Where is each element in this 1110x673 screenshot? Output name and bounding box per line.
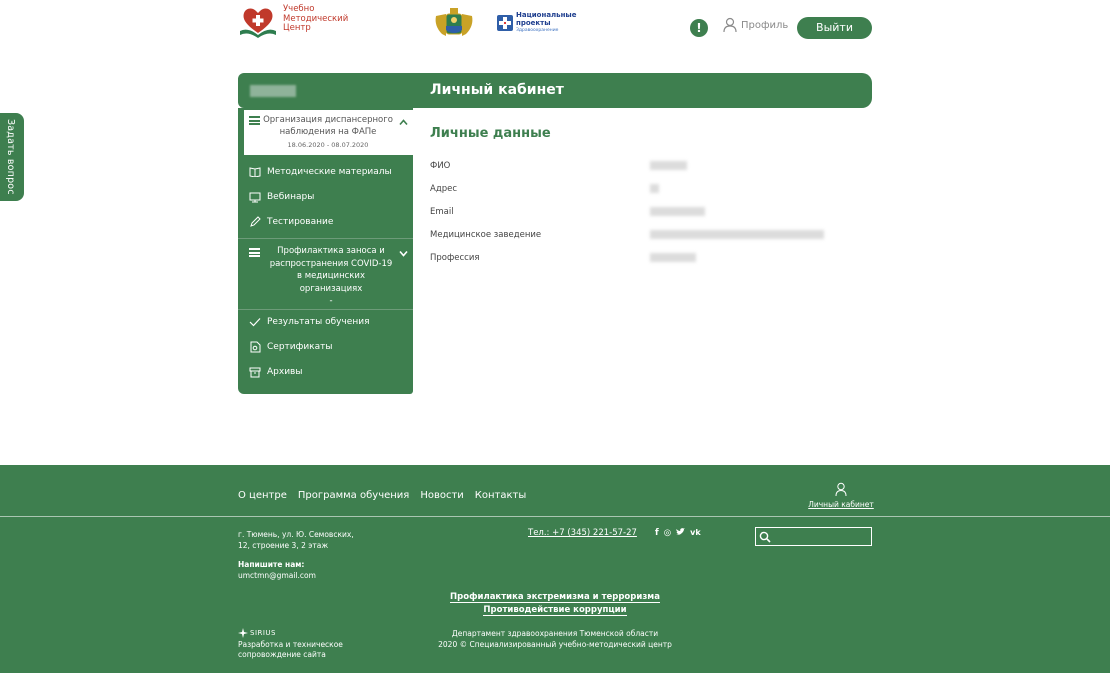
footer-copyright: [380, 628, 730, 650]
course-dates: 18.06.2020 - 08.07.2020: [287, 141, 369, 149]
page-title: Личный кабинет: [430, 82, 564, 98]
sirius-brand: SIRIUS: [250, 629, 277, 637]
archive-icon: [249, 366, 261, 378]
course-title: [266, 245, 396, 308]
course-dates: -: [329, 296, 333, 306]
field-value-redacted: [650, 161, 687, 170]
footer-nav-contacts[interactable]: Контакты: [474, 490, 527, 501]
natproj-line: проекты: [516, 18, 551, 27]
user-icon: [835, 482, 847, 497]
field-label-profession: Профессия: [430, 253, 480, 263]
footer-nav: [238, 490, 526, 501]
sidebar-item-certificates[interactable]: [238, 336, 413, 358]
pencil-icon: [249, 216, 261, 228]
course-title-line: Профилактика заноса и: [277, 246, 385, 256]
monitor-icon: [249, 191, 261, 203]
sidebar-item-label: Методические материалы: [267, 167, 392, 177]
field-value-redacted: [650, 253, 696, 262]
footer-cabinet-link[interactable]: [808, 482, 874, 509]
book-icon: [249, 166, 261, 178]
sidebar-item-label: Тестирование: [267, 217, 334, 227]
twitter-icon[interactable]: [676, 528, 685, 539]
cabinet-title-bar: [238, 73, 872, 108]
header: [0, 0, 1110, 60]
footer-link-extremism[interactable]: Профилактика экстремизма и терроризма: [450, 592, 660, 602]
footer-email[interactable]: umctmn@gmail.com: [238, 571, 316, 580]
logo-text: [283, 5, 348, 34]
sidebar-item-label: Сертификаты: [267, 342, 333, 352]
star-icon: [238, 628, 248, 638]
natproj-line: Национальные: [516, 11, 577, 19]
alert-icon[interactable]: !: [690, 19, 708, 37]
list-icon: [249, 248, 260, 257]
chevron-up-icon[interactable]: [399, 118, 408, 127]
footer-link-corruption[interactable]: Противодействие коррупции: [483, 605, 627, 615]
course-title: Организация диспансерного наблюдения на ФАПе: [263, 115, 393, 137]
field-label-email: Email: [430, 207, 454, 217]
course-title-line: распространения COVID-19: [269, 258, 393, 269]
write-us-label: Напишите нам:: [238, 560, 305, 569]
logo-line: Методический: [283, 13, 349, 24]
sidebar-item-archives[interactable]: [238, 361, 413, 383]
footer-search-input[interactable]: [755, 527, 872, 546]
developer-credit[interactable]: [238, 628, 343, 660]
footer-nav-about[interactable]: О центре: [238, 490, 287, 501]
sidebar-item-label: Архивы: [267, 367, 303, 377]
ask-question-label: Задать вопрос: [5, 119, 16, 195]
sidebar-item-label: Вебинары: [267, 192, 315, 202]
national-projects-logo[interactable]: [497, 12, 577, 35]
profile-link[interactable]: [723, 17, 788, 33]
sidebar-divider: [238, 238, 413, 239]
site-logo[interactable]: [238, 5, 348, 39]
social-links: [655, 528, 701, 539]
field-value-redacted: [650, 207, 705, 216]
field-label-fio: ФИО: [430, 161, 451, 171]
vk-icon[interactable]: vk: [690, 528, 701, 537]
facebook-icon[interactable]: f: [655, 528, 659, 538]
section-title: Личные данные: [430, 126, 551, 141]
footer-cabinet-label: Личный кабинет: [808, 500, 874, 509]
sirius-line: сопровождение сайта: [238, 650, 326, 659]
region-emblem-icon: [432, 6, 476, 40]
user-icon: [723, 17, 737, 33]
sidebar-item-label: Результаты обучения: [267, 317, 370, 327]
course-item-active[interactable]: [244, 110, 413, 155]
field-label-address: Адрес: [430, 184, 457, 194]
dept-line: Департамент здравоохранения Тюменской области: [451, 629, 659, 638]
footer: [0, 465, 1110, 673]
sidebar-item-webinars[interactable]: [238, 186, 413, 208]
copyright-line: 2020 © Специализированный учебно-методический центр: [438, 640, 672, 649]
chevron-down-icon[interactable]: [399, 249, 408, 258]
sidebar-item-testing[interactable]: [238, 211, 413, 233]
footer-nav-program[interactable]: Программа обучения: [297, 490, 410, 501]
user-name-redacted: [250, 85, 296, 97]
natproj-cross-icon: [497, 15, 513, 31]
field-label-institution: Медицинское заведение: [430, 230, 542, 240]
address-line: 12, строение 3, 2 этаж: [238, 541, 329, 550]
address-line: г. Тюмень, ул. Ю. Семовских,: [238, 530, 354, 539]
footer-nav-news[interactable]: Новости: [420, 490, 464, 501]
logo-line: Учебно: [283, 4, 315, 14]
instagram-icon[interactable]: ◎: [663, 528, 672, 538]
footer-links: [380, 591, 730, 617]
logout-button[interactable]: Выйти: [797, 17, 872, 39]
sirius-line: Разработка и техническое: [238, 640, 343, 649]
certificate-icon: [249, 341, 261, 353]
sidebar-divider: [238, 309, 413, 310]
sirius-logo: [238, 628, 343, 638]
ask-question-tab[interactable]: [0, 113, 24, 201]
sidebar-item-results[interactable]: [238, 311, 413, 333]
natproj-subtitle: Здравоохранение: [516, 28, 559, 33]
check-icon: [249, 316, 261, 328]
sidebar: [238, 108, 413, 394]
sidebar-item-methodical[interactable]: [238, 161, 413, 183]
logo-line: Центр: [283, 23, 311, 33]
field-value-redacted: [650, 184, 659, 193]
search-icon: [759, 531, 771, 543]
footer-address: [238, 529, 354, 551]
footer-phone[interactable]: Тел.: +7 (345) 221-57-27: [528, 528, 637, 538]
profile-label: Профиль: [741, 19, 789, 31]
field-value-redacted: [650, 230, 824, 239]
course-title-line: в медицинских: [297, 271, 365, 281]
logo-heart-book-icon: [238, 5, 278, 39]
footer-divider: [0, 516, 1110, 517]
course-title-line: организациях: [299, 283, 363, 294]
